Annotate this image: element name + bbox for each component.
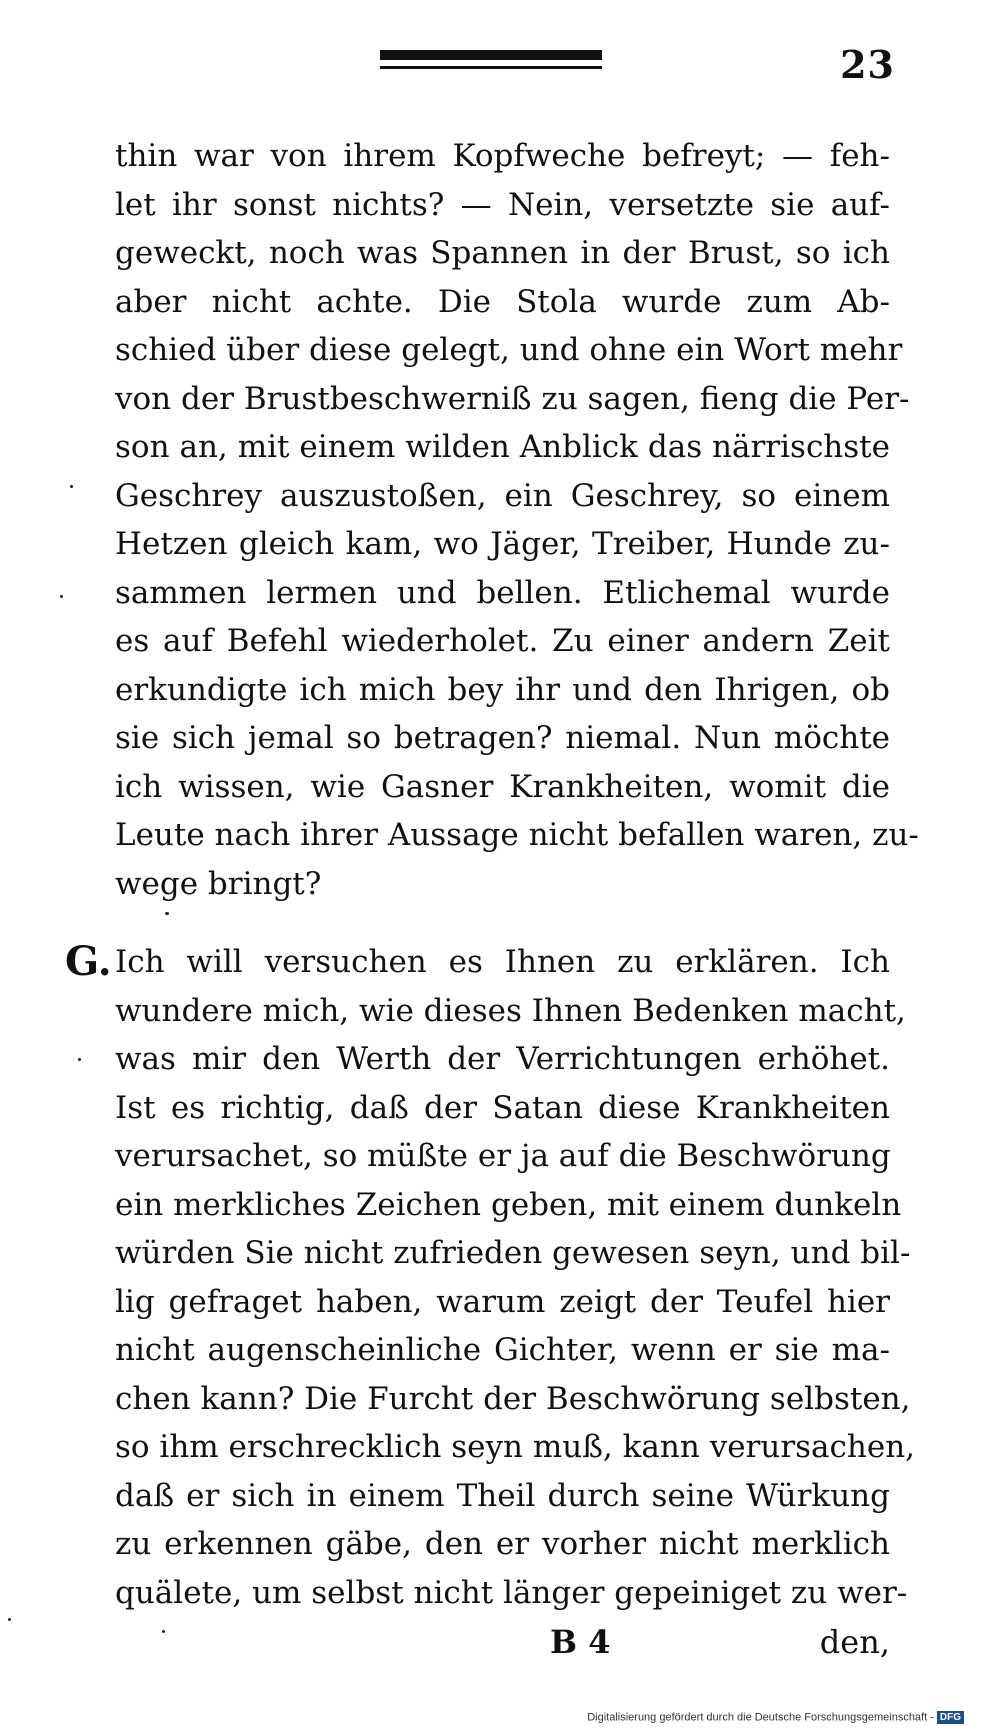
text-line: ich wissen, wie Gasner Krankheiten, womit die — [115, 768, 890, 805]
text-line: schied über diese gelegt, und ohne ein Wort mehr — [115, 332, 903, 368]
text-line: Ich will versuchen es Ihnen zu erklären. Ich — [115, 944, 890, 980]
scan-speck — [78, 1058, 81, 1061]
text-line: daß er sich in einem Theil durch seine Würkung — [115, 1477, 890, 1514]
text-line: lig gefraget haben, warum zeigt der Teufel hier — [115, 1283, 890, 1320]
header-rule — [380, 50, 602, 60]
paragraph-2 — [115, 938, 916, 1617]
scan-speck — [60, 595, 63, 598]
text-line: sie sich jemal so betragen? niemal. Nun möchte — [115, 720, 890, 756]
text-line: chen kann? Die Furcht der Beschwörung selbsten, — [115, 1380, 911, 1417]
paragraph-1 — [115, 132, 919, 908]
catchline — [115, 1618, 890, 1666]
text-line: erkundigte ich mich bey ihr und den Ihrigen, ob — [115, 671, 890, 708]
text-line: nicht augenscheinliche Gichter, wenn er sie ma- — [115, 1332, 890, 1368]
text-line: sammen lermen und bellen. Etlichemal wurde — [115, 574, 890, 611]
speaker-mark: G. — [65, 938, 112, 985]
signature-mark: B 4 — [550, 1623, 611, 1661]
text-line: geweckt, noch was Spannen in der Brust, so ich — [115, 235, 890, 271]
scan-speck — [70, 485, 73, 488]
text-line: Hetzen gleich kam, wo Jäger, Treiber, Hunde zu- — [115, 526, 890, 562]
text-line: thin war von ihrem Kopfweche befreyt; — feh- — [115, 138, 890, 174]
credit-text: Digitalisierung gefördert durch die Deutsche Forschungsgemeinschaft - — [587, 1711, 934, 1724]
catchword: den, — [819, 1623, 890, 1661]
text-line: was mir den Werth der Verrichtungen erhöhet. — [115, 1041, 890, 1077]
digitization-credit — [587, 1711, 964, 1724]
text-line: von der Brustbeschwerniß zu sagen, fieng die Per- — [115, 380, 910, 417]
text-line: Ist es richtig, daß der Satan diese Krankheiten — [115, 1089, 890, 1126]
page-number: 23 — [840, 42, 895, 87]
text-line: würden Sie nicht zufrieden gewesen seyn, und bil- — [115, 1235, 911, 1271]
text-line: wundere mich, wie dieses Ihnen Bedenken macht, — [115, 992, 906, 1029]
text-line: wege bringt? — [115, 865, 322, 902]
text-line: es auf Befehl wiederholet. Zu einer andern Zeit — [115, 623, 890, 659]
text-line: so ihm erschrecklich seyn muß, kann verursachen, — [115, 1429, 916, 1465]
scan-speck — [8, 1618, 11, 1621]
text-line: ein merkliches Zeichen geben, mit einem dunkeln — [115, 1186, 902, 1223]
text-line: Leute nach ihrer Aussage nicht befallen waren, zu- — [115, 817, 919, 853]
text-line: quälete, um selbst nicht länger gepeiniget zu wer- — [115, 1574, 908, 1611]
text-line: let ihr sonst nichts? — Nein, versetzte sie auf- — [115, 186, 890, 223]
text-line: son an, mit einem wilden Anblick das närrischste — [115, 429, 890, 465]
scan-speck — [162, 1630, 165, 1633]
header-rule-thin — [380, 66, 602, 69]
text-line: verursachet, so müßte er ja auf die Beschwörung — [115, 1138, 891, 1174]
text-line: aber nicht achte. Die Stola wurde zum Ab- — [115, 283, 890, 320]
scan-speck — [165, 912, 169, 915]
dfg-logo: DFG — [937, 1711, 964, 1724]
text-line: Geschrey auszustoßen, ein Geschrey, so einem — [115, 477, 890, 514]
text-line: zu erkennen gäbe, den er vorher nicht merklich — [115, 1526, 890, 1562]
